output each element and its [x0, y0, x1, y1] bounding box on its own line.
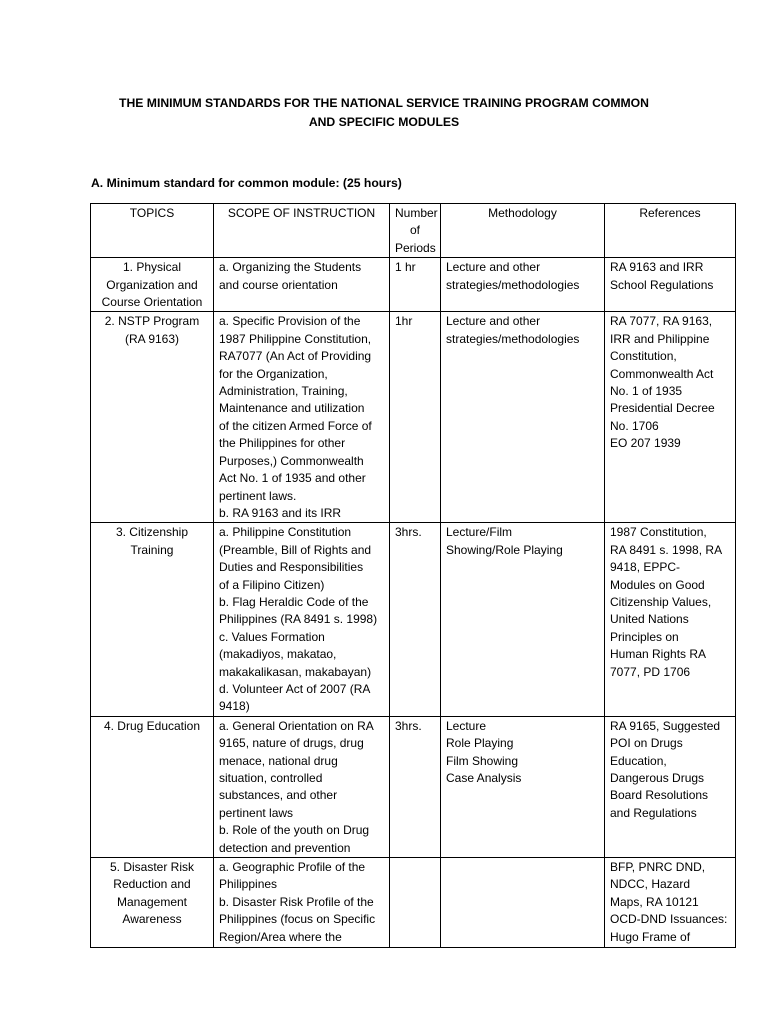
scope-cell-line: Duties and Responsibilities [219, 560, 364, 575]
scope-cell-line: (Preamble, Bill of Rights and [219, 542, 372, 557]
title-line-1: THE MINIMUM STANDARDS FOR THE NATIONAL SERVICE TRAINING PROGRAM COMMON [119, 96, 649, 110]
header-periods-line-2: of [409, 223, 420, 238]
scope-cell-line: detection and prevention [219, 840, 351, 855]
methodology-cell [441, 716, 605, 857]
methodology-cell-line: Case Analysis [446, 771, 522, 785]
header-scope: SCOPE OF INSTRUCTION [214, 204, 390, 258]
references-cell-line: EO 207 1939 [610, 436, 681, 451]
periods-cell: 3hrs. [390, 716, 441, 857]
header-references: References [605, 204, 736, 258]
methodology-cell [441, 523, 605, 716]
scope-cell-line: a. Geographic Profile of the [219, 860, 366, 875]
topic-cell-line: Course Orientation [101, 295, 203, 310]
scope-cell [214, 523, 390, 716]
topic-cell-line: Organization and [106, 277, 198, 292]
references-cell [605, 716, 736, 857]
topic-cell [91, 858, 214, 948]
methodology-cell-line: Lecture [446, 718, 487, 733]
scope-cell [214, 716, 390, 857]
periods-cell: 1 hr [390, 258, 441, 312]
references-cell-line: 1987 Constitution, [610, 525, 707, 540]
header-periods-line-3: Periods [395, 240, 436, 255]
references-cell-line: IRR and Philippine [610, 331, 710, 346]
scope-cell-line: b. Disaster Risk Profile of the [219, 894, 374, 909]
scope-cell-line: substances, and other [219, 788, 338, 803]
references-cell [605, 258, 736, 312]
references-cell-line: School Regulations [610, 277, 714, 292]
scope-cell-line: for the Organization, [219, 366, 328, 381]
scope-cell-line: a. Specific Provision of the [219, 314, 361, 329]
methodology-cell-line: Lecture and other [446, 314, 541, 329]
topic-cell-line: 5. Disaster Risk [109, 860, 195, 875]
references-cell-line: Dangerous Drugs [610, 771, 705, 785]
topic-cell [91, 523, 214, 716]
periods-cell [390, 858, 441, 948]
scope-cell-line: 9418) [219, 699, 250, 714]
scope-cell-line: and course orientation [219, 277, 338, 292]
scope-cell-line: Philippines (focus on Specific [219, 912, 376, 927]
scope-cell-line: 1987 Philippine Constitution, [219, 331, 372, 346]
references-cell-line: United Nations [610, 612, 689, 627]
table-row [91, 312, 736, 523]
references-cell [605, 312, 736, 523]
references-cell-line: Human Rights RA [610, 647, 707, 662]
references-cell-line: Constitution, [610, 349, 677, 364]
scope-cell-line: Philippines (RA 8491 s. 1998) [219, 612, 378, 627]
references-cell-line: Hugo Frame of [610, 929, 691, 944]
references-cell [605, 523, 736, 716]
scope-cell-line: 9165, nature of drugs, drug [219, 736, 364, 751]
table-header-row [91, 204, 736, 258]
references-cell-line: 9418, EPPC- [610, 560, 681, 575]
references-cell-line: No. 1 of 1935 [610, 384, 683, 399]
header-topics: TOPICS [91, 204, 214, 258]
references-cell-line: OCD-DND Issuances: [610, 912, 728, 927]
references-cell-line: Modules on Good [610, 577, 705, 592]
scope-cell-line: a. Philippine Constitution [219, 525, 352, 540]
scope-cell-line: a. General Orientation on RA [219, 718, 374, 733]
references-cell-line: Presidential Decree [610, 401, 715, 416]
scope-cell-line: menace, national drug [219, 753, 338, 768]
scope-cell-line: RA7077 (An Act of Providing [219, 349, 372, 364]
table-row [91, 523, 736, 716]
topic-cell-line: Management [116, 894, 188, 909]
scope-cell-line: the Philippines for other [219, 436, 346, 451]
topic-cell [91, 258, 214, 312]
topic-cell [91, 312, 214, 523]
references-cell-line: 7077, PD 1706 [610, 664, 691, 679]
topic-cell-line: Awareness [122, 912, 182, 927]
references-cell-line: Citizenship Values, [610, 594, 712, 609]
scope-cell-line: Maintenance and utilization [219, 401, 365, 416]
references-cell-line: Board Resolutions [610, 788, 709, 803]
document-title [0, 94, 768, 132]
table-row [91, 258, 736, 312]
references-cell-line: No. 1706 [610, 418, 659, 433]
scope-cell-line: situation, controlled [219, 771, 323, 785]
methodology-cell-line: Role Playing [446, 736, 514, 751]
topic-cell-line: 2. NSTP Program [104, 314, 200, 329]
methodology-cell [441, 312, 605, 523]
scope-cell-line: (makadiyos, makatao, [219, 647, 337, 662]
scope-cell [214, 258, 390, 312]
methodology-cell [441, 258, 605, 312]
references-cell-line: Commonwealth Act [610, 366, 714, 381]
topic-cell-line: Training [130, 542, 174, 557]
scope-cell-line: Region/Area where the [219, 929, 342, 944]
references-cell-line: and Regulations [610, 805, 697, 820]
methodology-cell-line: strategies/methodologies [446, 277, 580, 292]
title-line-2: AND SPECIFIC MODULES [308, 115, 460, 129]
scope-cell-line: a. Organizing the Students [219, 260, 362, 275]
methodology-cell-line: Film Showing [446, 753, 519, 768]
scope-cell-line: Administration, Training, [219, 384, 348, 399]
scope-cell-line: b. Role of the youth on Drug [219, 823, 370, 838]
scope-cell-line: Act No. 1 of 1935 and other [219, 471, 366, 486]
header-periods [390, 204, 441, 258]
topic-cell [91, 716, 214, 857]
scope-cell-line: b. Flag Heraldic Code of the [219, 594, 369, 609]
references-cell-line: RA 8491 s. 1998, RA [610, 542, 723, 557]
scope-cell [214, 858, 390, 948]
references-cell [605, 858, 736, 948]
scope-cell [214, 312, 390, 523]
header-periods-line-1: Number [395, 206, 438, 220]
topic-cell-line: (RA 9163) [124, 331, 180, 346]
periods-cell: 3hrs. [390, 523, 441, 716]
scope-cell-line: d. Volunteer Act of 2007 (RA [219, 681, 371, 696]
references-cell-line: RA 7077, RA 9163, [610, 314, 713, 329]
references-cell-line: RA 9163 and IRR [610, 260, 704, 275]
scope-cell-line: c. Values Formation [219, 629, 325, 644]
methodology-cell-line: strategies/methodologies [446, 331, 580, 346]
scope-cell-line: pertinent laws. [219, 488, 297, 503]
references-cell-line: POI on Drugs [610, 736, 683, 751]
section-heading: A. Minimum standard for common module: (25 hours) [91, 176, 402, 190]
header-methodology: Methodology [441, 204, 605, 258]
references-cell-line: Principles on [610, 629, 679, 644]
table-row [91, 858, 736, 948]
topic-cell-line: 4. Drug Education [103, 718, 201, 733]
periods-cell: 1hr [390, 312, 441, 523]
topic-cell-line: 1. Physical [122, 260, 182, 275]
scope-cell-line: b. RA 9163 and its IRR [219, 505, 342, 520]
methodology-cell-line: Lecture and other [446, 260, 541, 275]
scope-cell-line: Philippines [219, 877, 278, 892]
scope-cell-line: of a Filipino Citizen) [219, 577, 325, 592]
scope-cell-line: pertinent laws [219, 805, 294, 820]
references-cell-line: RA 9165, Suggested [610, 718, 721, 733]
scope-cell-line: Purposes,) Commonwealth [219, 453, 364, 468]
methodology-cell-line: Showing/Role Playing [446, 542, 563, 557]
topic-cell-line: Reduction and [113, 877, 191, 892]
topic-cell-line: 3. Citizenship [115, 525, 189, 540]
scope-cell-line: of the citizen Armed Force of [219, 418, 372, 433]
standards-table [90, 203, 736, 948]
references-cell-line: NDCC, Hazard [610, 877, 691, 892]
references-cell-line: Maps, RA 10121 [610, 894, 699, 909]
scope-cell-line: makakalikasan, makabayan) [219, 664, 372, 679]
references-cell-line: BFP, PNRC DND, [610, 860, 706, 875]
methodology-cell-line: Lecture/Film [446, 525, 513, 540]
references-cell-line: Education, [610, 753, 667, 768]
methodology-cell [441, 858, 605, 948]
table-row [91, 716, 736, 857]
